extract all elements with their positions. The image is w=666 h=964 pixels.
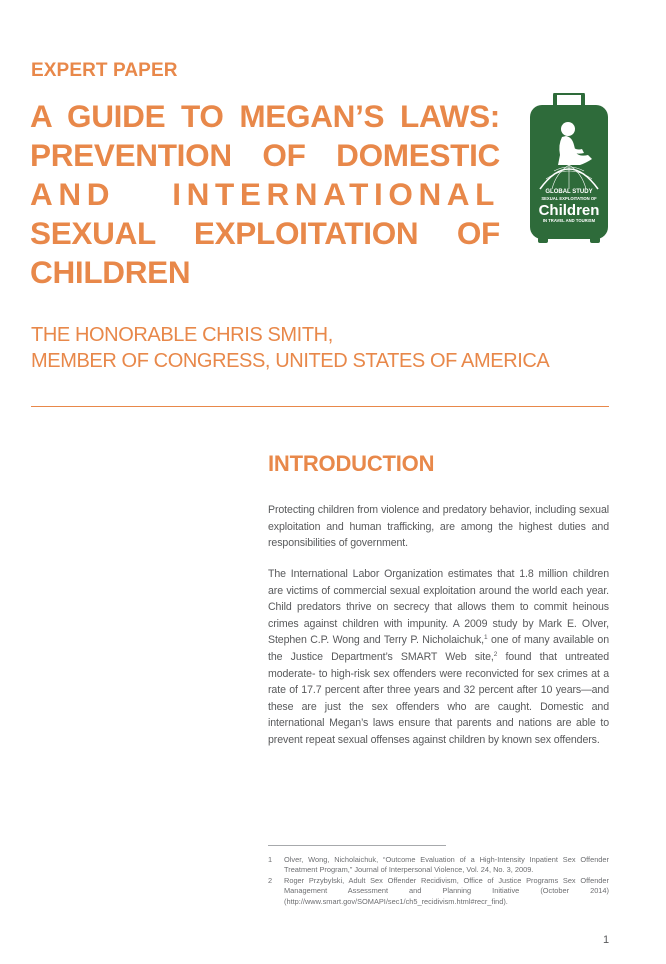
header-divider bbox=[31, 406, 609, 407]
author-affiliation: MEMBER OF CONGRESS, UNITED STATES OF AMERICA bbox=[31, 350, 550, 372]
paragraph-text: found that untreated moderate- to high-risk sex offenders were reconvicted for sex crimes at a rate of 17.7 percent after three years and 32 percent after 10 years—and these are just the sex offenders who are caught. Domestic and international Megan’s laws ensure that parents and nations are able to prevent repeat sexual offenses against children by known sex offenders. bbox=[268, 650, 609, 746]
footnote-ref[interactable]: 1 bbox=[484, 634, 488, 642]
title-line: AND INTERNATIONAL bbox=[30, 176, 500, 212]
page-number: 1 bbox=[603, 934, 610, 946]
footnote-item bbox=[268, 876, 609, 907]
title-line: CHILDREN bbox=[30, 254, 191, 290]
svg-text:Children: Children bbox=[538, 202, 600, 219]
author-name: THE HONORABLE CHRIS SMITH, bbox=[31, 324, 333, 346]
paper-type-label: EXPERT PAPER bbox=[31, 60, 178, 81]
footnote-item bbox=[268, 855, 609, 876]
paragraph-text: The International Labor Organization estimates that 1.8 million children are victims of commercial sexual exploitation around the world each year. Child predators thrive on secrecy that allows them to commit heinous crimes against children with impunity. A 2009 study by Mark E. Olver, Stephen C.P. Wong and Terry P. Nicholaichuk, bbox=[268, 568, 609, 647]
footnote-text: Roger Przybylski, Adult Sex Offender Recidivism, Office of Justice Programs Sex Offender Management Assessment and Planning Initiative (October 2014) (http://www.smart.gov/SOMAPI/sec1/ch5_recidivism.html#recr_find). bbox=[284, 875, 609, 906]
paragraph-text: one of many available on the Justice Department’s SMART Web site, bbox=[268, 634, 610, 663]
svg-text:IN TRAVEL AND TOURISM: IN TRAVEL AND TOURISM bbox=[542, 218, 596, 223]
footnote-ref[interactable]: 2 bbox=[493, 650, 498, 658]
body-paragraph bbox=[268, 566, 609, 749]
footnote-divider bbox=[268, 845, 446, 846]
section-heading: INTRODUCTION bbox=[268, 451, 435, 476]
footnote-number: 1 bbox=[268, 855, 273, 864]
svg-text:GLOBAL STUDY: GLOBAL STUDY bbox=[545, 189, 593, 195]
footnote-text: Olver, Wong, Nicholaichuk, “Outcome Evaluation of a High-Intensity Inpatient Sex Offender Treatment Program,” Journal of Interpersonal Violence, Vol. 24, No. 3, 2009. bbox=[284, 855, 609, 875]
title-line: SEXUAL EXPLOITATION OF bbox=[30, 215, 500, 251]
title-line: PREVENTION OF DOMESTIC bbox=[30, 137, 500, 173]
suitcase-child-globe-icon bbox=[530, 93, 608, 245]
svg-text:SEXUAL EXPLOITATION OF: SEXUAL EXPLOITATION OF bbox=[541, 196, 597, 201]
body-paragraph: Protecting children from violence and predatory behavior, including sexual exploitation and human trafficking, are among the highest duties and responsibilities of government. bbox=[268, 504, 609, 550]
title-line: A GUIDE TO MEGAN’S LAWS: bbox=[30, 98, 500, 134]
footnotes bbox=[268, 855, 609, 907]
author-block bbox=[31, 322, 549, 374]
global-study-logo bbox=[530, 93, 608, 245]
page-title bbox=[30, 97, 500, 292]
footnote-number: 2 bbox=[268, 875, 273, 885]
